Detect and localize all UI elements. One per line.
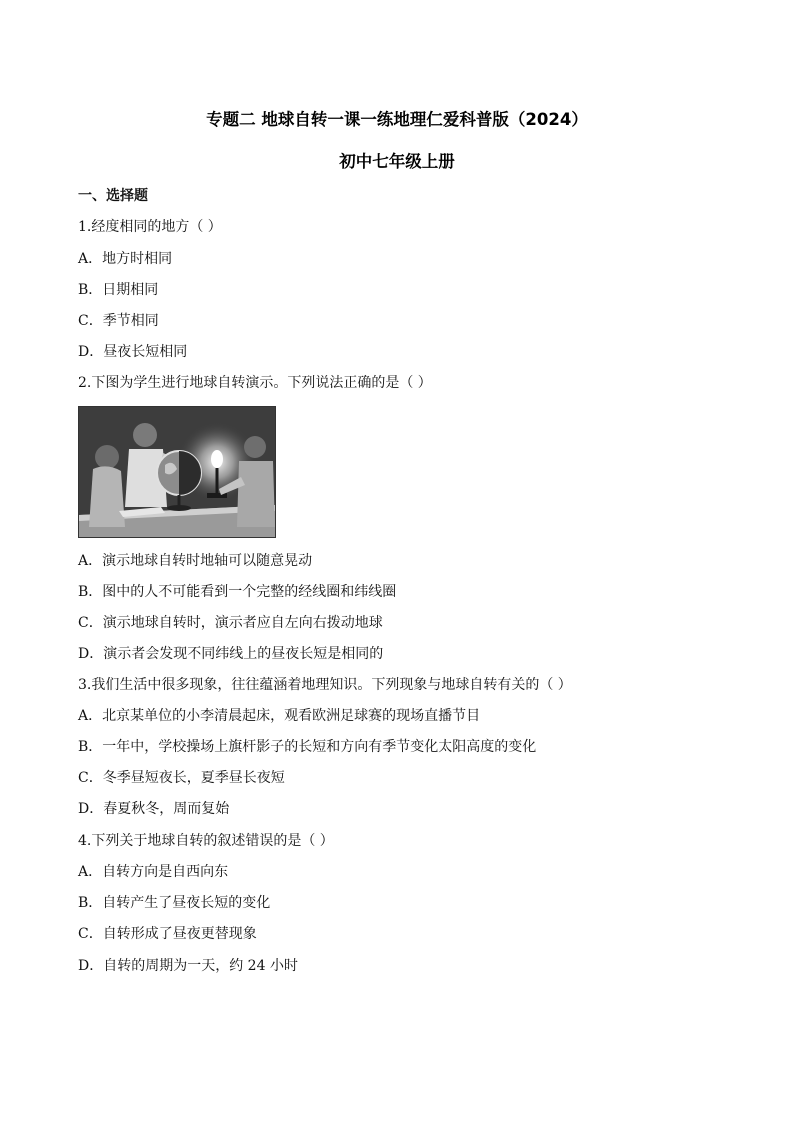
question-2-option-b: B．图中的人不可能看到一个完整的经线圈和纬线圈 (78, 584, 397, 600)
document-title: 专题二 地球自转一课一练地理仁爱科普版（2024） (206, 110, 588, 129)
section-heading: 一、选择题 (78, 188, 148, 204)
question-4-option-d: D．自转的周期为一天，约 24 小时 (78, 958, 298, 974)
question-stem-1: 1.经度相同的地方（ ） (78, 219, 222, 235)
question-3-option-c: C．冬季昼短夜长，夏季昼长夜短 (78, 770, 285, 786)
demo-scene-drawing (79, 407, 275, 537)
document-subtitle: 初中七年级上册 (339, 152, 455, 171)
question-3-option-a: A．北京某单位的小李清晨起床，观看欧洲足球赛的现场直播节目 (78, 708, 481, 724)
question-2-option-c: C．演示地球自转时，演示者应自左向右拨动地球 (78, 615, 383, 631)
question-1-option-b: B．日期相同 (78, 282, 159, 298)
question-1-option-a: A．地方时相同 (78, 251, 173, 267)
question-3-option-b: B．一年中，学校操场上旗杆影子的长短和方向有季节变化太阳高度的变化 (78, 739, 537, 755)
question-stem-2: 2.下图为学生进行地球自转演示。下列说法正确的是（ ） (78, 375, 432, 391)
question-2-option-a: A．演示地球自转时地轴可以随意晃动 (78, 553, 313, 569)
question-3-option-d: D．春夏秋冬，周而复始 (78, 801, 230, 817)
question-4-option-a: A．自转方向是自西向东 (78, 864, 229, 880)
question-1-option-c: C．季节相同 (78, 313, 159, 329)
globe-demo-illustration (78, 406, 276, 538)
question-stem-3: 3.我们生活中很多现象，往往蕴涵着地理知识。下列现象与地球自转有关的（ ） (78, 677, 572, 693)
question-4-option-c: C．自转形成了昼夜更替现象 (78, 926, 257, 942)
question-2-option-d: D．演示者会发现不同纬线上的昼夜长短是相同的 (78, 646, 384, 662)
question-stem-4: 4.下列关于地球自转的叙述错误的是（ ） (78, 833, 334, 849)
question-4-option-b: B．自转产生了昼夜长短的变化 (78, 895, 271, 911)
question-1-option-d: D．昼夜长短相同 (78, 344, 188, 360)
